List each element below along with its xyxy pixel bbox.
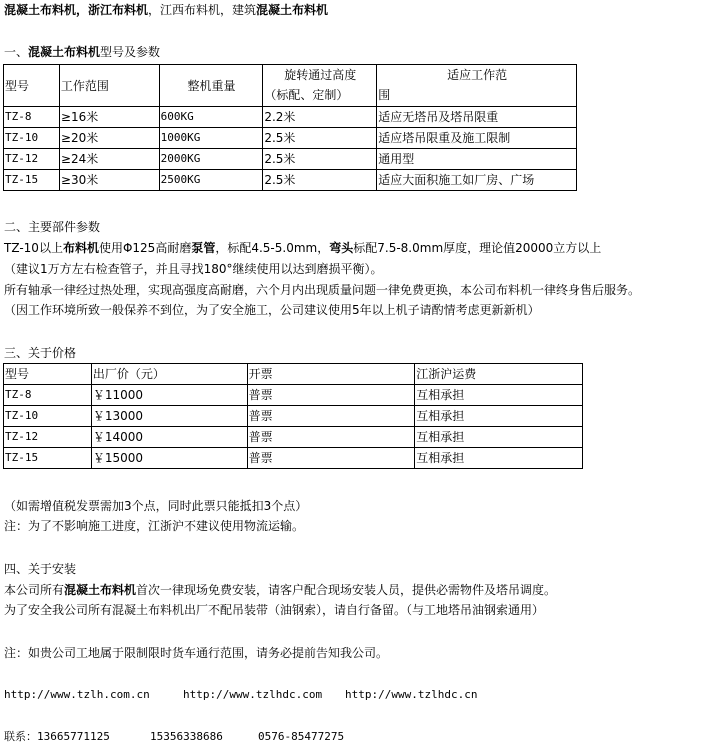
title-part-3: ，江西布料机，建筑 — [148, 3, 257, 17]
price-row — [4, 406, 583, 427]
spec-cell-model: TZ-10 — [4, 128, 60, 149]
spec-cell-usage: 适应大面积施工如厂房、广场 — [377, 170, 577, 191]
price-cell-model: TZ-10 — [4, 406, 92, 427]
section2-heading: 二、主要部件参数 — [4, 220, 101, 234]
s2-text: 标配7.5-8.0mm厚度，理论值20000立方以上 — [353, 241, 602, 255]
spec-header-usage — [377, 65, 577, 107]
section3-note2: 注：为了不影响施工进度，江浙沪不建议使用物流运输。 — [4, 519, 305, 533]
price-table-header — [4, 364, 583, 385]
price-cell-freight: 互相承担 — [415, 385, 583, 406]
section1-title-rest: 型号及参数 — [100, 45, 161, 59]
spec-header-model: 型号 — [4, 65, 60, 107]
spec-cell-model: TZ-12 — [4, 149, 60, 170]
price-cell-freight: 互相承担 — [415, 448, 583, 469]
price-cell-invoice: 普票 — [247, 385, 415, 406]
spec-header-height-l2: （标配、定制） — [264, 88, 349, 102]
section3-heading: 三、关于价格 — [4, 346, 77, 360]
spec-cell-range: ≥20米 — [59, 128, 159, 149]
s2-keyword-pipe: 泵管 — [191, 241, 216, 255]
contact-phone-2: 15356338686 — [150, 730, 223, 743]
spec-cell-model: TZ-15 — [4, 170, 60, 191]
spec-cell-model: TZ-8 — [4, 107, 60, 128]
links-row — [4, 685, 724, 705]
s4-text: 首次一律现场免费安装，请客户配合现场安装人员，提供必需物件及塔吊调度。 — [136, 583, 557, 597]
s4-keyword-product: 混凝土布料机 — [64, 583, 137, 597]
section4-note: 注：如贵公司工地属于限制限时货车通行范围，请务必提前告知我公司。 — [4, 646, 389, 660]
price-header-model: 型号 — [4, 364, 92, 385]
contact-phone-1: 联系：13665771125 — [4, 730, 110, 743]
price-table — [3, 363, 583, 469]
s2-text: ，标配4.5-5.0mm， — [215, 241, 330, 255]
price-row — [4, 427, 583, 448]
section4-heading: 四、关于安装 — [4, 562, 77, 576]
spec-row — [4, 128, 577, 149]
website-link-3[interactable]: http://www.tzlhdc.cn — [345, 688, 478, 701]
section4-line1 — [4, 580, 556, 600]
spec-row — [4, 149, 577, 170]
s2-keyword-distributor: 布料机 — [62, 241, 99, 255]
s4-text: 本公司所有 — [4, 583, 65, 597]
section4-line2: 为了安全我公司所有混凝土布料机出厂不配吊装带（油钢索），请自行备留。（与工地塔吊油钢索通用） — [4, 603, 545, 617]
section2-line4: （因工作环境所致一般保养不到位，为了安全施工，公司建议使用5年以上机子请酌情考虑更新新机） — [4, 303, 540, 317]
price-header-freight: 江浙沪运费 — [415, 364, 583, 385]
section2-line3: 所有轴承一律经过热处理，实现高强度高耐磨，六个月内出现质量问题一律免费更换，本公司布料机一律终身售后服务。 — [4, 283, 641, 297]
section2-line2: （建议1万方左右检查管子，并且寻找180°继续使用以达到磨损平衡）。 — [4, 262, 383, 276]
section2-line1 — [4, 238, 601, 258]
spec-cell-usage: 适应无塔吊及塔吊限重 — [377, 107, 577, 128]
spec-cell-usage: 适应塔吊限重及施工限制 — [377, 128, 577, 149]
spec-table-header — [4, 65, 577, 107]
spec-header-usage-l2: 围 — [378, 88, 391, 102]
s2-text: TZ-10以上 — [4, 241, 63, 255]
s2-text: 使用Φ125高耐磨 — [98, 241, 192, 255]
spec-row — [4, 107, 577, 128]
contact-phone-3: 0576-85477275 — [258, 730, 345, 743]
spec-cell-height: 2.5米 — [263, 128, 377, 149]
spec-header-range: 工作范围 — [59, 65, 159, 107]
spec-cell-weight: 2500KG — [159, 170, 263, 191]
spec-row — [4, 170, 577, 191]
title-part-2: ，浙江布料机 — [76, 3, 149, 17]
spec-cell-weight: 600KG — [159, 107, 263, 128]
website-link-2[interactable]: http://www.tzlhdc.com — [183, 688, 323, 701]
price-cell-price: ￥14000 — [91, 427, 247, 448]
spec-table — [3, 64, 577, 191]
spec-cell-range: ≥30米 — [59, 170, 159, 191]
title-part-1: 混凝土布料机 — [4, 3, 77, 17]
section1-title-bold: 混凝土布料机 — [28, 45, 101, 59]
price-cell-model: TZ-15 — [4, 448, 92, 469]
price-header-invoice: 开票 — [247, 364, 415, 385]
spec-cell-range: ≥24米 — [59, 149, 159, 170]
spec-cell-usage: 通用型 — [377, 149, 577, 170]
title-part-4: 混凝土布料机 — [256, 3, 329, 17]
spec-header-height-l1: 旋转通过高度 — [284, 68, 357, 82]
spec-cell-range: ≥16米 — [59, 107, 159, 128]
price-cell-model: TZ-8 — [4, 385, 92, 406]
price-row — [4, 448, 583, 469]
spec-header-weight: 整机重量 — [159, 65, 263, 107]
price-cell-price: ￥13000 — [91, 406, 247, 427]
price-header-price: 出厂价（元） — [91, 364, 247, 385]
s2-keyword-elbow: 弯头 — [329, 241, 354, 255]
spec-header-usage-l1: 适应工作范 — [447, 68, 508, 82]
price-cell-invoice: 普票 — [247, 427, 415, 448]
price-cell-freight: 互相承担 — [415, 406, 583, 427]
price-cell-price: ￥11000 — [91, 385, 247, 406]
spec-header-height — [263, 65, 377, 107]
spec-cell-height: 2.5米 — [263, 149, 377, 170]
price-cell-model: TZ-12 — [4, 427, 92, 448]
spec-cell-weight: 2000KG — [159, 149, 263, 170]
price-row — [4, 385, 583, 406]
section1-prefix: 一、 — [4, 45, 29, 59]
website-link-1[interactable]: http://www.tzlh.com.cn — [4, 688, 150, 701]
spec-cell-height: 2.5米 — [263, 170, 377, 191]
price-cell-invoice: 普票 — [247, 448, 415, 469]
price-cell-price: ￥15000 — [91, 448, 247, 469]
price-cell-invoice: 普票 — [247, 406, 415, 427]
contact-row — [4, 727, 724, 747]
section3-note1: （如需增值税发票需加3个点，同时此票只能抵扣3个点） — [4, 499, 308, 513]
price-cell-freight: 互相承担 — [415, 427, 583, 448]
section1-heading — [4, 42, 160, 62]
spec-cell-height: 2.2米 — [263, 107, 377, 128]
spec-cell-weight: 1000KG — [159, 128, 263, 149]
page-title — [4, 0, 328, 20]
